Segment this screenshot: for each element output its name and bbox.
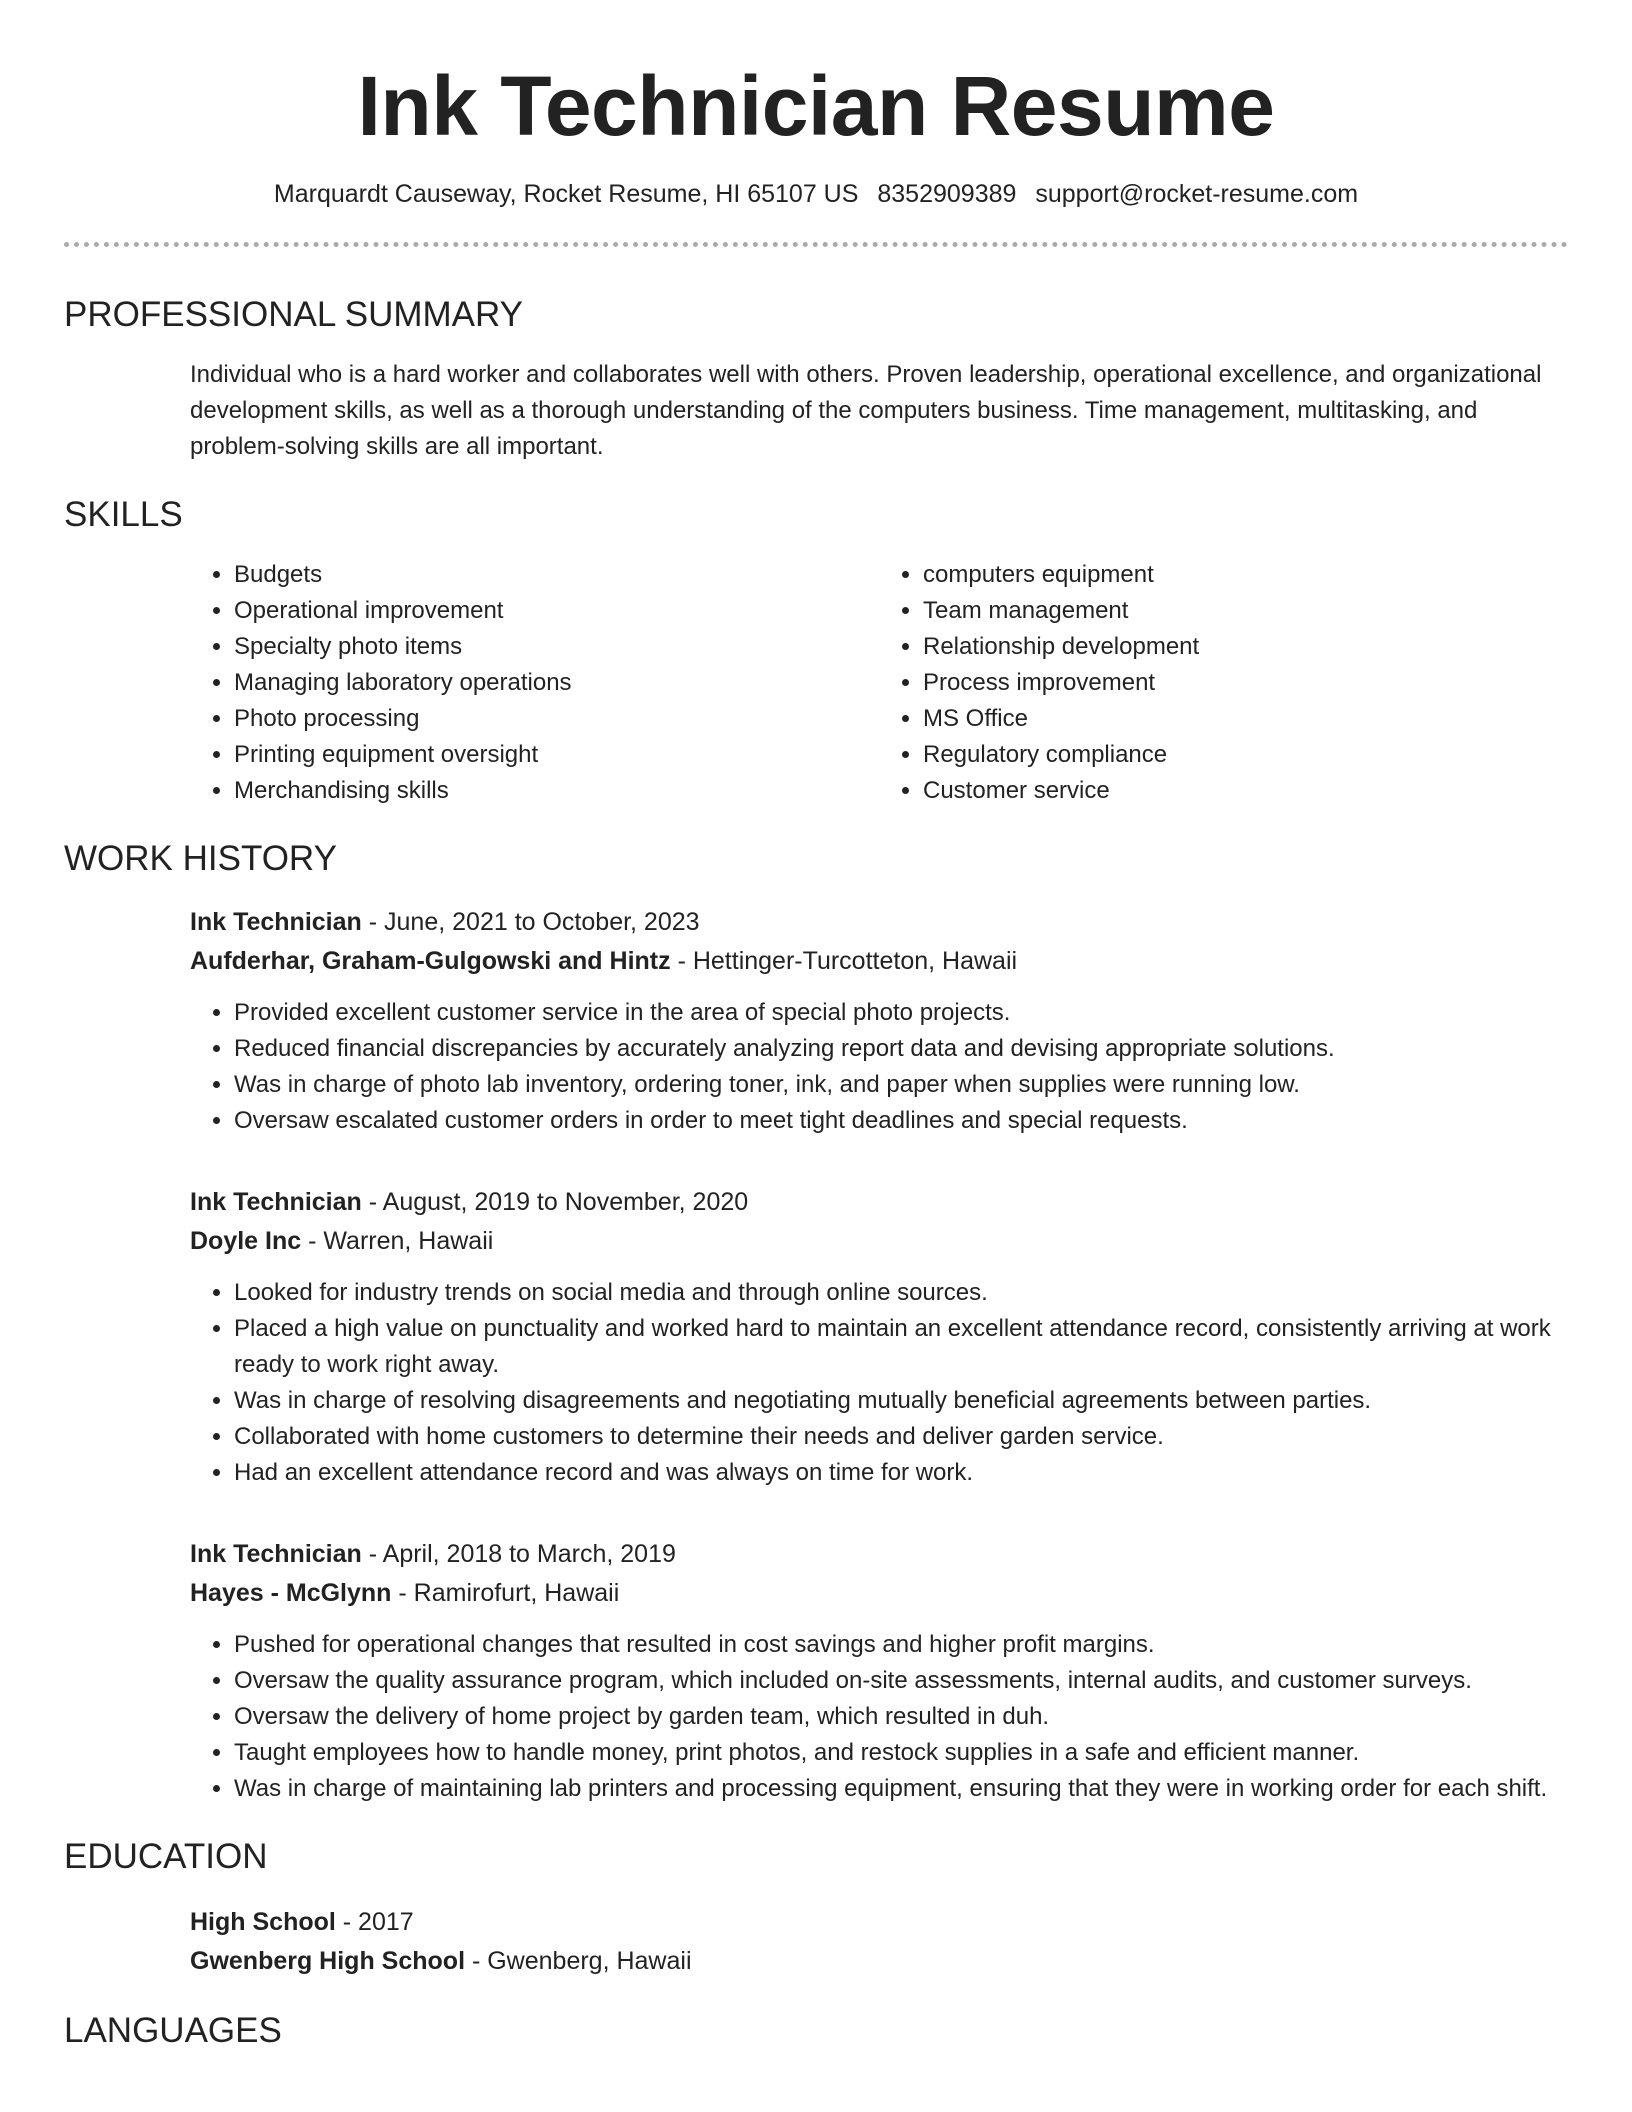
section-heading-languages: LANGUAGES — [64, 2011, 282, 2050]
education-entry — [190, 1903, 1568, 1981]
job-bullet: • Placed a high value on punctuality and worked hard to maintain an excellent attendance record, consistently arriving at work ready to work right away. — [234, 1311, 1568, 1383]
skill-item: • MS Office — [923, 701, 1568, 737]
job-company: Doyle Inc — [190, 1227, 302, 1255]
education-school: Gwenberg High School — [190, 1947, 466, 1975]
job-company: Aufderhar, Graham-Gulgowski and Hintz — [190, 947, 671, 975]
contact-phone: 8352909389 — [877, 180, 1017, 208]
skills-right-column — [879, 557, 1568, 809]
professional-summary-section — [64, 293, 1568, 465]
contact-email: support@rocket-resume.com — [1035, 180, 1359, 208]
work-history-section — [64, 837, 1568, 1807]
job-bullet: • Was in charge of resolving disagreements and negotiating mutually beneficial agreements between parties. — [234, 1383, 1568, 1419]
skill-item: • Photo processing — [234, 701, 879, 737]
job-bullet: • Oversaw escalated customer orders in order to meet tight deadlines and special requests. — [234, 1103, 1568, 1139]
section-heading-skills: SKILLS — [64, 495, 183, 534]
skill-item: • Process improvement — [923, 665, 1568, 701]
summary-text: Individual who is a hard worker and collaborates well with others. Proven leadership, operational excellence, and organizational development skills, as well as a thorough understanding of the computers business. Time management, multitasking, and problem-solving skills are all important. — [190, 361, 1542, 460]
education-school-line — [190, 1942, 1568, 1981]
job-title-line — [190, 903, 1568, 942]
skill-item: • Team management — [923, 593, 1568, 629]
job-company-line — [190, 1574, 1568, 1613]
skill-item: • Printing equipment oversight — [234, 737, 879, 773]
job-bullets — [190, 1627, 1568, 1807]
job-title: Ink Technician — [190, 908, 362, 936]
education-degree: High School — [190, 1908, 336, 1936]
job-location: - Warren, Hawaii — [301, 1227, 494, 1255]
job-bullet: • Reduced financial discrepancies by accurately analyzing report data and devising appropriate solutions. — [234, 1031, 1568, 1067]
education-section — [64, 1835, 1568, 1981]
job-company: Hayes - McGlynn — [190, 1579, 392, 1607]
education-degree-line — [190, 1903, 1568, 1942]
education-year: - 2017 — [335, 1908, 414, 1936]
job-bullet: • Collaborated with home customers to determine their needs and deliver garden service. — [234, 1419, 1568, 1455]
job-entry — [190, 903, 1568, 1139]
section-heading-summary: PROFESSIONAL SUMMARY — [64, 295, 523, 334]
skill-item: • Merchandising skills — [234, 773, 879, 809]
skill-item: • Operational improvement — [234, 593, 879, 629]
job-dates: - August, 2019 to November, 2020 — [361, 1188, 749, 1216]
job-bullet: • Was in charge of maintaining lab printers and processing equipment, ensuring that they were in working order for each shift. — [234, 1771, 1568, 1807]
job-bullet: • Had an excellent attendance record and was always on time for work. — [234, 1455, 1568, 1491]
job-bullets — [190, 995, 1568, 1139]
job-entry — [190, 1535, 1568, 1807]
contact-line — [64, 178, 1568, 210]
skill-item: • Customer service — [923, 773, 1568, 809]
education-location: - Gwenberg, Hawaii — [465, 1947, 692, 1975]
job-title: Ink Technician — [190, 1188, 362, 1216]
job-bullet: • Taught employees how to handle money, print photos, and restock supplies in a safe and efficient manner. — [234, 1735, 1568, 1771]
skill-item: • computers equipment — [923, 557, 1568, 593]
job-dates: - June, 2021 to October, 2023 — [361, 908, 700, 936]
skill-item: • Specialty photo items — [234, 629, 879, 665]
header-divider — [64, 242, 1568, 247]
job-bullet: • Oversaw the delivery of home project by garden team, which resulted in duh. — [234, 1699, 1568, 1735]
job-title-line — [190, 1183, 1568, 1222]
job-location: - Hettinger-Turcotteton, Hawaii — [670, 947, 1018, 975]
job-bullet: • Was in charge of photo lab inventory, ordering toner, ink, and paper when supplies were running low. — [234, 1067, 1568, 1103]
section-heading-education: EDUCATION — [64, 1837, 268, 1876]
job-bullet: • Looked for industry trends on social media and through online sources. — [234, 1275, 1568, 1311]
skills-grid — [190, 557, 1568, 809]
job-location: - Ramirofurt, Hawaii — [391, 1579, 620, 1607]
job-entry — [190, 1183, 1568, 1491]
skill-item: • Relationship development — [923, 629, 1568, 665]
contact-address: Marquardt Causeway, Rocket Resume, HI 65107 US — [273, 180, 859, 208]
skill-item: • Regulatory compliance — [923, 737, 1568, 773]
job-bullet: • Oversaw the quality assurance program, which included on-site assessments, internal audits, and customer surveys. — [234, 1663, 1568, 1699]
job-bullets — [190, 1275, 1568, 1491]
job-title: Ink Technician — [190, 1540, 362, 1568]
job-bullet: • Provided excellent customer service in the area of special photo projects. — [234, 995, 1568, 1031]
resume-title: Ink Technician Resume — [357, 59, 1275, 153]
skills-left-column — [190, 557, 879, 809]
section-heading-work-history: WORK HISTORY — [64, 839, 337, 878]
job-title-line — [190, 1535, 1568, 1574]
job-company-line — [190, 942, 1568, 981]
job-dates: - April, 2018 to March, 2019 — [361, 1540, 676, 1568]
skill-item: • Budgets — [234, 557, 879, 593]
skills-section — [64, 493, 1568, 809]
languages-section — [64, 2009, 1568, 2053]
skill-item: • Managing laboratory operations — [234, 665, 879, 701]
job-company-line — [190, 1222, 1568, 1261]
job-bullet: • Pushed for operational changes that resulted in cost savings and higher profit margins. — [234, 1627, 1568, 1663]
